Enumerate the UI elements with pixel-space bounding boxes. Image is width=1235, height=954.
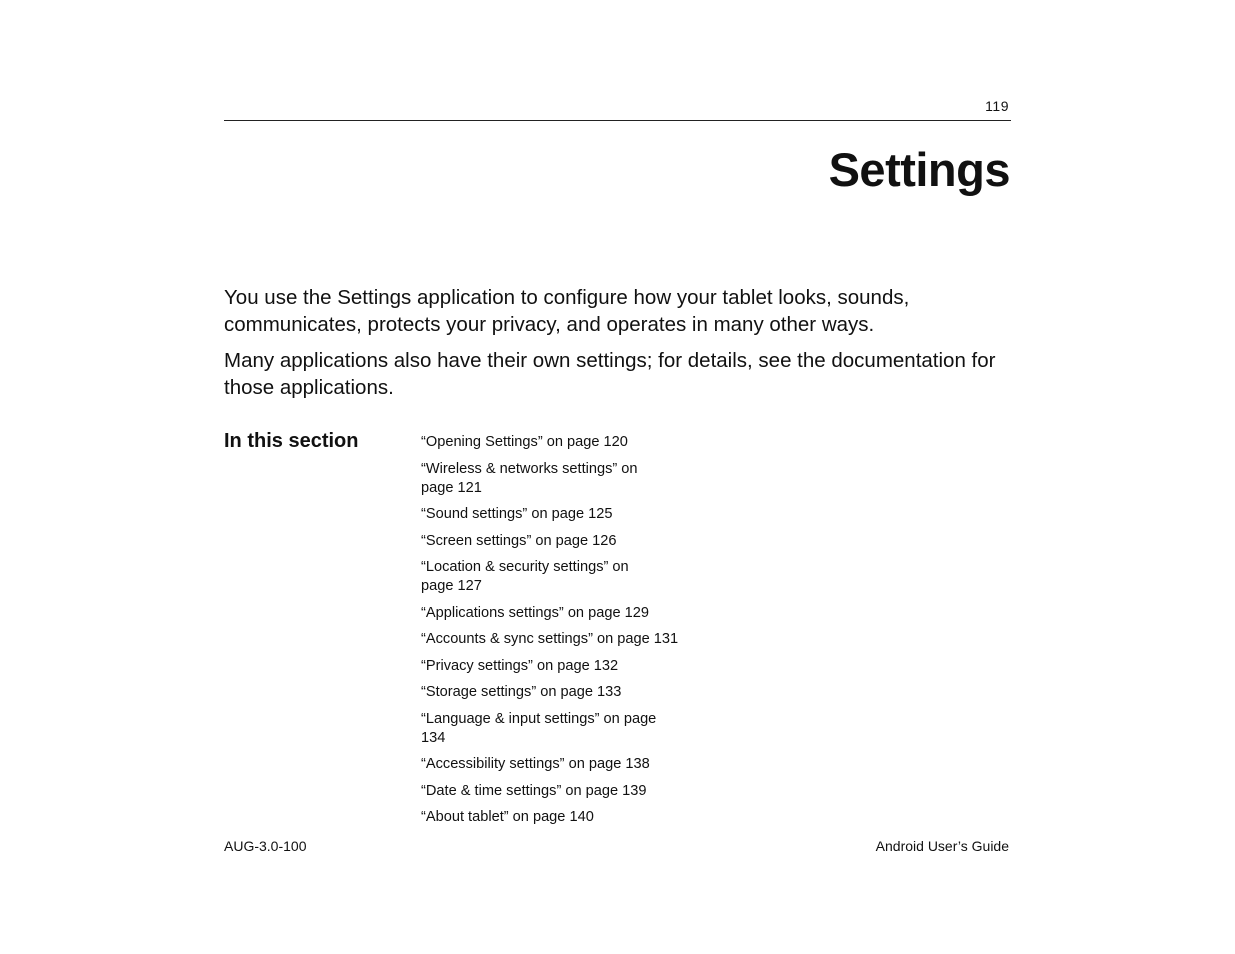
section-link-about-tablet[interactable]: “About tablet” on page 140 [421, 809, 594, 825]
chapter-title: Settings [828, 143, 1010, 196]
intro-paragraph: You use the Settings application to configure how your tablet looks, sounds, communicates, protects your privacy, and operates in many other ways. [224, 286, 910, 336]
footer-guide-title: Android User’s Guide [875, 838, 1009, 854]
section-link-date-time[interactable]: “Date & time settings” on page 139 [421, 782, 647, 799]
section-link-storage[interactable]: “Storage settings” on page 133 [421, 684, 622, 700]
section-link-accounts-sync[interactable]: “Accounts & sync settings” on page 131 [421, 631, 679, 647]
section-link-accessibility[interactable]: “Accessibility settings” on page 138 [421, 756, 650, 772]
section-link-sound[interactable]: “Sound settings” on page 125 [421, 506, 613, 522]
section-link-applications[interactable]: “Applications settings” on page 129 [421, 604, 649, 621]
section-link-privacy[interactable]: “Privacy settings” on page 132 [421, 657, 619, 674]
section-link-location-security[interactable] [421, 558, 721, 596]
section-link-opening-settings[interactable]: “Opening Settings” on page 120 [421, 434, 628, 450]
section-link-label: “Wireless & networks settings” on page 121 [421, 460, 638, 496]
page-number: 119 [985, 98, 1009, 114]
section-link-label: “Location & security settings” on page 127 [421, 559, 629, 594]
intro-paragraph: Many applications also have their own settings; for details, see the documentation for those applications. [224, 349, 996, 399]
section-link-language-input[interactable] [421, 710, 721, 748]
header-rule [224, 120, 1011, 121]
section-link-wireless-networks[interactable] [421, 460, 721, 498]
section-heading: In this section [224, 430, 359, 452]
section-link-screen[interactable]: “Screen settings” on page 126 [421, 532, 617, 549]
section-link-list [421, 433, 721, 835]
section-link-label: “Language & input settings” on page 134 [421, 710, 657, 746]
footer-doc-id: AUG-3.0-100 [224, 838, 307, 854]
